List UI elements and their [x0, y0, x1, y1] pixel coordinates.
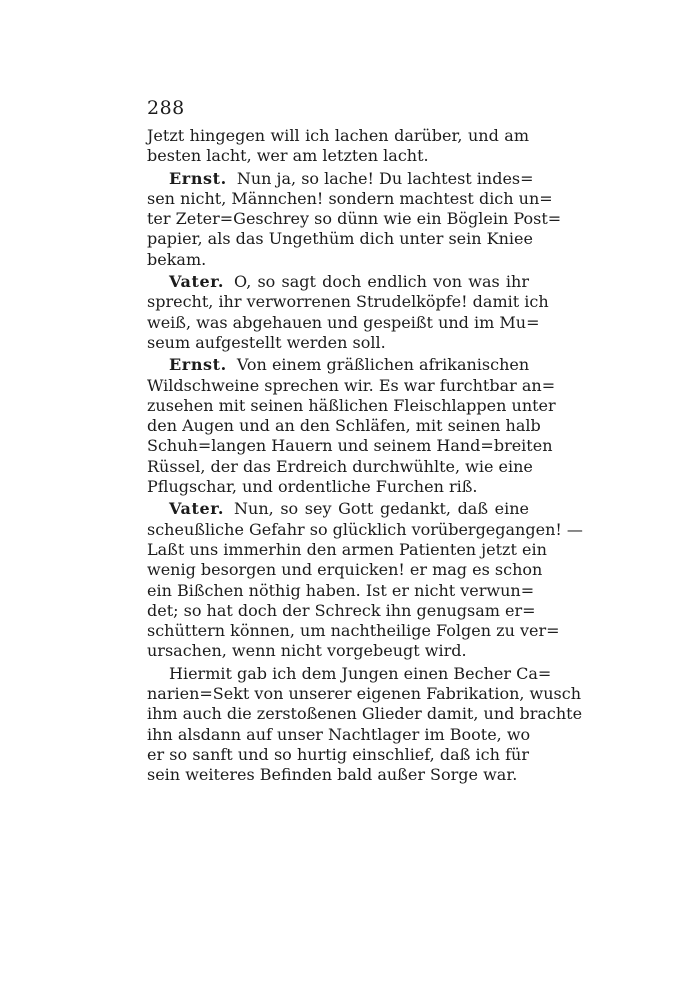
text-line: [147, 580, 535, 601]
line-text: wenig besorgen und erquicken! er mag es schon: [147, 560, 543, 580]
paragraph: [147, 663, 583, 786]
line-text: Nun ja, so lache! Du lachtest indes=: [236, 168, 534, 188]
line-text: det; so hat doch der Schreck ihn genugsam er=: [147, 600, 536, 620]
text-line: [147, 499, 529, 519]
line-text: weiß, was abgehauen und gespeißt und im Mu=: [147, 312, 540, 332]
line-text: seum aufgestellt werden soll.: [147, 332, 386, 352]
line-text: Von einem gräßlichen afrikanischen: [236, 355, 530, 375]
text-line: [147, 765, 529, 785]
text-line: [147, 519, 583, 540]
line-text: bekam.: [147, 249, 207, 269]
line-text: Pflugschar, und ordentliche Furchen riß.: [147, 477, 478, 497]
line-text: zusehen mit seinen häßlichen Fleischlappen unter: [147, 395, 556, 415]
paragraph: [147, 126, 529, 167]
line-text: schüttern können, um nachtheilige Folgen zu ver=: [147, 621, 560, 641]
text-line: [147, 209, 562, 229]
text-line: [147, 600, 536, 621]
text-line: [147, 188, 553, 209]
line-text: sen nicht, Männchen! sondern machtest dich un=: [147, 188, 553, 208]
line-text: Laßt uns immerhin den armen Patienten jetzt ein: [147, 539, 547, 559]
text-line: [147, 312, 540, 333]
line-text: Schuh=langen Hauern und seinem Hand=breiten: [147, 436, 553, 456]
text-line: [147, 704, 583, 724]
line-text: ihm auch die zerstoßenen Glieder damit, und brachte: [147, 704, 583, 724]
line-text: Rüssel, der das Erdreich durchwühlte, wie eine: [147, 456, 533, 476]
line-text: ein Bißchen nöthig haben. Ist er nicht verwun=: [147, 580, 535, 600]
text-line: [147, 745, 529, 765]
speaker-name: Ernst.: [169, 355, 227, 375]
text-line: [147, 725, 529, 745]
text-line: [147, 416, 541, 436]
text-line: [147, 229, 533, 249]
text-line: [147, 663, 552, 684]
text-line: [147, 684, 582, 704]
speaker-name: Ernst.: [169, 168, 227, 188]
text-line: [147, 456, 533, 477]
line-text: Jetzt hingegen will ich lachen darüber, und am: [147, 126, 529, 145]
text-line: [147, 146, 529, 166]
text-line: [147, 250, 529, 270]
paragraph: [147, 499, 583, 661]
text-line: [147, 292, 549, 312]
paragraph: [147, 168, 562, 270]
text-line: [147, 333, 529, 353]
line-text: scheußliche Gefahr so glücklich vorübergegangen! —: [147, 519, 583, 539]
text-line: [147, 126, 529, 146]
text-line: [147, 395, 556, 416]
line-text: Nun, so sey Gott gedankt, daß eine: [234, 499, 529, 519]
line-text: sein weiteres Befinden bald außer Sorge war.: [147, 765, 518, 785]
speaker-name: Vater.: [169, 272, 225, 292]
text-line: [147, 272, 529, 292]
paragraph: [147, 355, 556, 497]
line-text: papier, als das Ungethüm dich unter sein Kniee: [147, 229, 533, 249]
text-line: [147, 477, 529, 497]
line-text: narien=Sekt von unserer eigenen Fabrikation, wusch: [147, 684, 582, 704]
line-text: er so sanft und so hurtig einschlief, daß ich für: [147, 744, 529, 764]
line-text: O, so sagt doch endlich von was ihr: [234, 272, 529, 292]
line-text: besten lacht, wer am letzten lacht.: [147, 146, 429, 166]
line-text: sprecht, ihr verworrenen Strudelköpfe! damit ich: [147, 292, 549, 312]
text-line: [147, 641, 529, 661]
body-text: [147, 126, 583, 788]
speaker-name: Vater.: [169, 499, 225, 519]
text-line: [147, 375, 556, 396]
line-text: ihn alsdann auf unser Nachtlager im Boote, wo: [147, 724, 531, 744]
text-line: [147, 355, 529, 375]
page-number: 288: [147, 97, 185, 119]
line-text: den Augen und an den Schläfen, mit seinen halb: [147, 416, 541, 436]
line-text: ter Zeter=Geschrey so dünn wie ein Böglein Post=: [147, 209, 562, 229]
text-line: [147, 560, 543, 580]
paragraph: [147, 272, 549, 353]
line-text: ursachen, wenn nicht vorgebeugt wird.: [147, 641, 467, 661]
text-line: [147, 539, 547, 560]
line-text: Hiermit gab ich dem Jungen einen Becher Ca=: [169, 663, 552, 683]
text-line: [147, 168, 534, 189]
line-text: Wildschweine sprechen wir. Es war furchtbar an=: [147, 375, 556, 395]
text-line: [147, 621, 560, 641]
text-line: [147, 436, 553, 456]
